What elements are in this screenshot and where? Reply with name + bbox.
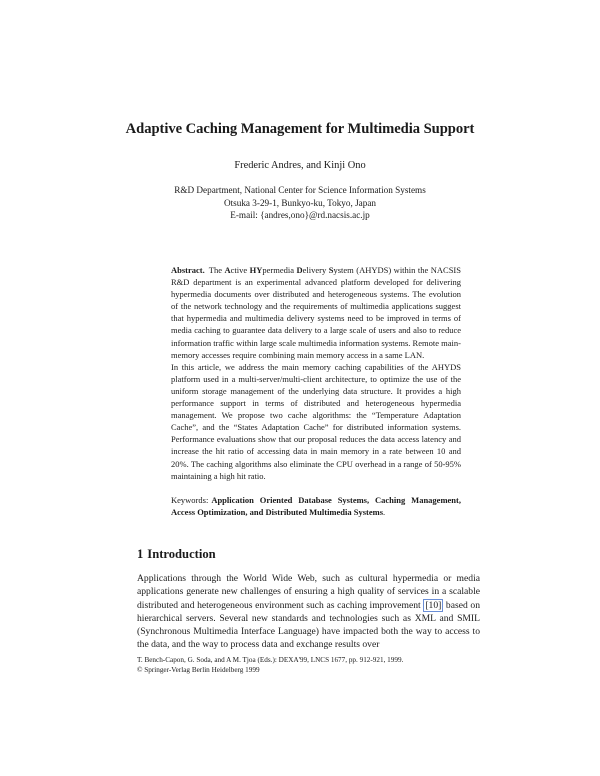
keywords-terms: Application Oriented Database Systems, Caching Management, Access Optimization, and Distributed Multimedia Systems <box>171 495 461 518</box>
section-title: Introduction <box>147 547 216 561</box>
affiliation-address: Otsuka 3-29-1, Bunkyo-ku, Tokyo, Japan <box>223 197 377 208</box>
footer-proceedings: T. Bench-Capon, G. Soda, and A M. Tjoa (Eds.): DEXA'99, LNCS 1677, pp. 912-921, 1999. <box>137 656 404 664</box>
keywords-label: Keywords: <box>171 495 209 505</box>
abstract-label: Abstract. <box>171 265 205 275</box>
abstract-paragraph-2: In this article, we address the main memory caching capabilities of the AHYDS platform used in a multi-server/multi-client architecture, to optimize the use of the uniform storage management of the underlying data structure. It provides a high performance support in terms of distributed and heterogeneous hypermedia management. We propose two cache algorithms: the “Temperature Adaptation Cache”, and the “States Adaptation Cache” for distributed information systems. Performance evaluations show that our proposal reduces the data access latency and increase the hit ratio of accessing data in main memory in a rate between 10 and 20%. The caching algorithms also eliminate the CPU overhead in a range of 50-95% maintaining a high hit ratio. <box>171 361 461 481</box>
abstract <box>171 264 461 482</box>
abstract-paragraph-1: Abstract. The Active HYpermedia Delivery System (AHYDS) within the NACSIS R&D department is an experimental advanced platform developed for delivering hypermedia documents over distributed and heterogeneous systems. The evolution of the network technology and the requirements of multimedia applications suggest that hypermedia and multimedia delivery systems need to be improved in terms of media caching to guarantee data delivery to a large scale of users and also to reduce information traffic within large scale multimedia information systems. Remote main-memory accesses require combining main memory access in a same LAN. <box>171 265 461 360</box>
footer-citation <box>137 656 403 675</box>
affiliation-email: E-mail: {andres,ono}@rd.nacsis.ac.jp <box>230 210 370 221</box>
affiliation-block <box>0 184 600 222</box>
section-heading-introduction <box>137 547 216 562</box>
footer-copyright: © Springer-Verlag Berlin Heidelberg 1999 <box>137 665 260 674</box>
affiliation-department: R&D Department, National Center for Science Information Systems <box>174 185 426 195</box>
keywords: Keywords: Application Oriented Database Systems, Caching Management, Access Optimization, and Distributed Multimedia Systems. <box>171 495 461 518</box>
introduction-paragraph: Applications through the World Wide Web, such as cultural hypermedia or media applications generate new challenges of ensuring a high quality of services in a scalable distributed and heterogeneous environment such as caching improvement [10] based on hierarchical servers. Several new standards and technologies such as XML and SMIL (Synchronous Multimedia Interface Language) have impacted both the way to access to the data, and the way to process data and exchange results over <box>137 573 480 651</box>
citation-link[interactable]: [10] <box>425 599 442 611</box>
introduction-body <box>137 572 480 652</box>
paper-title: Adaptive Caching Management for Multimedia Support <box>125 121 475 137</box>
section-number: 1 <box>137 547 144 561</box>
paper-authors: Frederic Andres, and Kinji Ono <box>234 160 366 171</box>
